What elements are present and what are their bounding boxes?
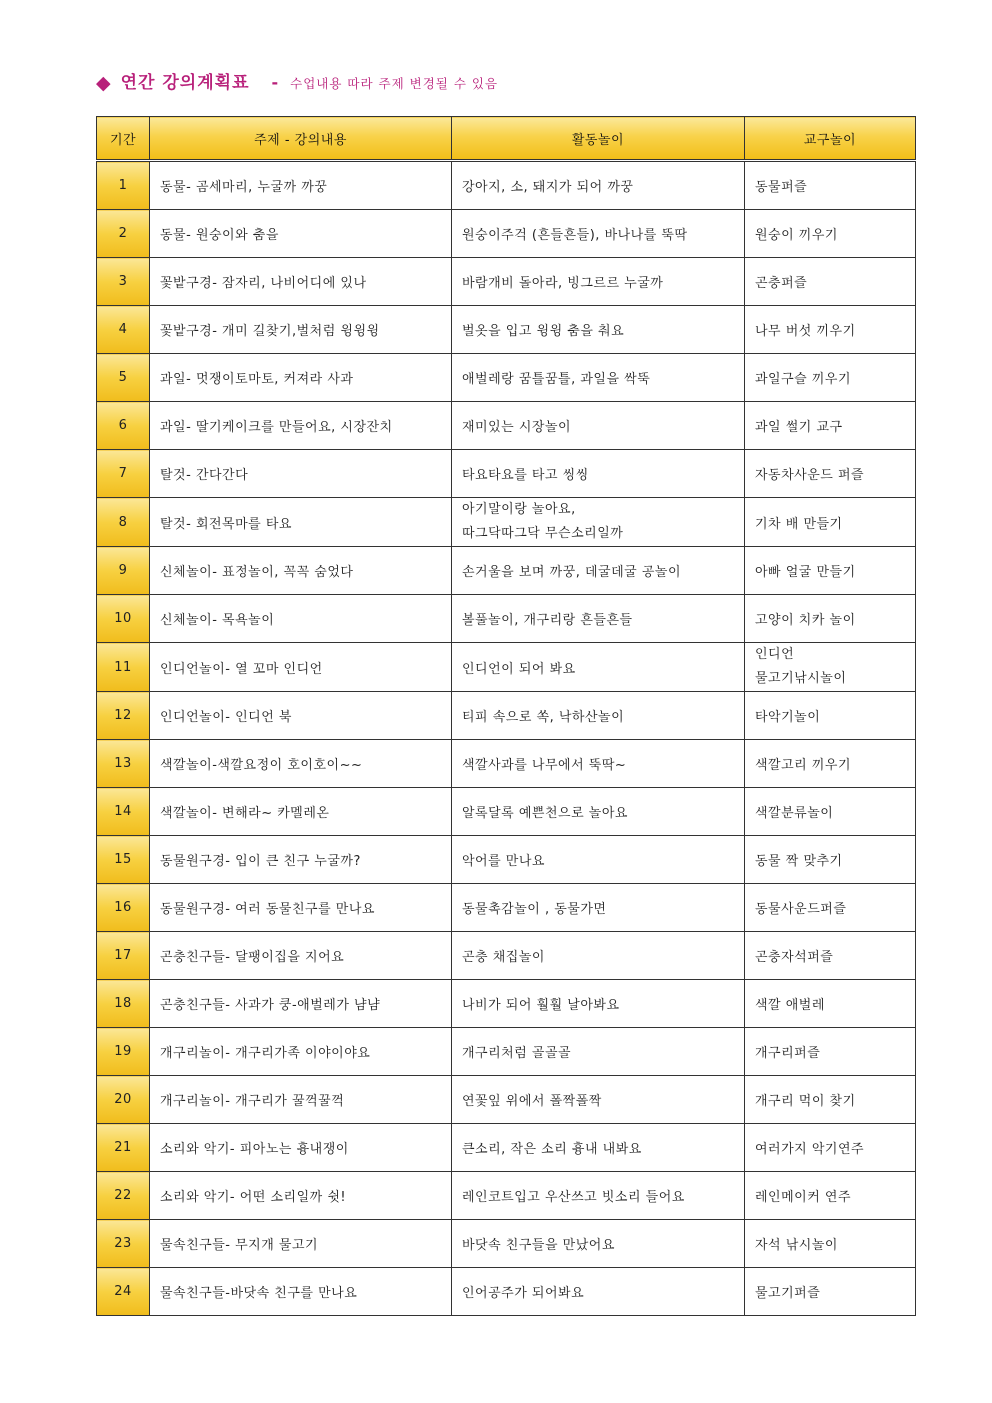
table-row	[97, 932, 916, 980]
activity-cell: 재미있는 시장놀이	[452, 402, 745, 450]
activity-cell: 타요타요를 타고 씽씽	[452, 450, 745, 498]
topic-cell: 과일- 멋쟁이토마토, 커져라 사과	[150, 354, 452, 402]
activity-cell: 악어를 만나요	[452, 836, 745, 884]
table-row	[97, 692, 916, 740]
tool-cell: 아빠 얼굴 만들기	[745, 547, 916, 595]
period-cell: 8	[97, 498, 150, 547]
period-cell: 4	[97, 306, 150, 354]
activity-cell-line: 따그닥따그닥 무슨소리일까	[462, 526, 624, 541]
topic-cell: 색깔놀이-색깔요정이 호이호이~~	[150, 740, 452, 788]
activity-cell: 인디언이 되어 봐요	[452, 643, 745, 692]
table-row	[97, 788, 916, 836]
tool-cell: 색깔분류놀이	[745, 788, 916, 836]
tool-cell: 물고기퍼즐	[745, 1268, 916, 1316]
tool-cell: 과일 썰기 교구	[745, 402, 916, 450]
period-cell: 24	[97, 1268, 150, 1316]
table-row	[97, 1124, 916, 1172]
column-header-period: 기간	[97, 117, 150, 161]
period-cell: 14	[97, 788, 150, 836]
activity-cell: 벌옷을 입고 윙윙 춤을 춰요	[452, 306, 745, 354]
table-row	[97, 402, 916, 450]
activity-cell	[452, 498, 745, 547]
topic-cell: 개구리놀이- 개구리가족 이야이야요	[150, 1028, 452, 1076]
tool-cell-line: 물고기낚시놀이	[755, 671, 847, 686]
topic-cell: 소리와 악기- 피아노는 흉내쟁이	[150, 1124, 452, 1172]
table-row	[97, 980, 916, 1028]
topic-cell: 동물원구경- 여러 동물친구를 만나요	[150, 884, 452, 932]
tool-cell: 과일구슬 끼우기	[745, 354, 916, 402]
activity-cell: 레인코트입고 우산쓰고 빗소리 들어요	[452, 1172, 745, 1220]
period-cell: 15	[97, 836, 150, 884]
table-row	[97, 836, 916, 884]
topic-cell: 곤충친구들- 사과가 쿵-애벌레가 냠냠	[150, 980, 452, 1028]
table-row	[97, 450, 916, 498]
topic-cell: 인디언놀이- 인디언 북	[150, 692, 452, 740]
period-cell: 20	[97, 1076, 150, 1124]
table-row	[97, 1220, 916, 1268]
period-cell: 2	[97, 210, 150, 258]
topic-cell: 동물원구경- 입이 큰 친구 누굴까?	[150, 836, 452, 884]
topic-cell: 소리와 악기- 어떤 소리일까 쉿!	[150, 1172, 452, 1220]
tool-cell-line: 인디언	[755, 647, 795, 662]
page-header	[96, 68, 498, 96]
topic-cell: 곤충친구들- 달팽이집을 지어요	[150, 932, 452, 980]
activity-cell: 애벌레랑 꿈틀꿈틀, 과일을 싹뚝	[452, 354, 745, 402]
period-cell: 23	[97, 1220, 150, 1268]
table-row	[97, 258, 916, 306]
column-header-activity: 활동놀이	[452, 117, 745, 161]
tool-cell: 자석 낚시놀이	[745, 1220, 916, 1268]
tool-cell: 곤충자석퍼즐	[745, 932, 916, 980]
tool-cell: 원숭이 끼우기	[745, 210, 916, 258]
table-row	[97, 1268, 916, 1316]
period-cell: 19	[97, 1028, 150, 1076]
activity-cell: 강아지, 소, 돼지가 되어 까꿍	[452, 161, 745, 210]
lecture-plan-table	[96, 116, 916, 1316]
tool-cell: 동물퍼즐	[745, 161, 916, 210]
tool-cell: 개구리 먹이 찾기	[745, 1076, 916, 1124]
table-row	[97, 161, 916, 210]
table-row	[97, 740, 916, 788]
period-cell: 17	[97, 932, 150, 980]
topic-cell: 신체놀이- 표정놀이, 꼭꼭 숨었다	[150, 547, 452, 595]
tool-cell: 타악기놀이	[745, 692, 916, 740]
table-body	[97, 161, 916, 1316]
tool-cell: 색깔 애벌레	[745, 980, 916, 1028]
column-header-tool: 교구놀이	[745, 117, 916, 161]
topic-cell: 색깔놀이- 변해라~ 카멜레온	[150, 788, 452, 836]
table-row	[97, 1172, 916, 1220]
topic-cell: 꽃밭구경- 잠자리, 나비어디에 있나	[150, 258, 452, 306]
topic-cell: 신체놀이- 목욕놀이	[150, 595, 452, 643]
tool-cell	[745, 643, 916, 692]
column-header-topic: 주제 - 강의내용	[150, 117, 452, 161]
tool-cell: 동물 짝 맞추기	[745, 836, 916, 884]
table-row	[97, 210, 916, 258]
topic-cell: 탈것- 회전목마를 타요	[150, 498, 452, 547]
tool-cell: 색깔고리 끼우기	[745, 740, 916, 788]
period-cell: 13	[97, 740, 150, 788]
topic-cell: 개구리놀이- 개구리가 꿀꺽꿀꺽	[150, 1076, 452, 1124]
activity-cell: 연꽃잎 위에서 폴짝폴짝	[452, 1076, 745, 1124]
activity-cell: 개구리처럼 골골골	[452, 1028, 745, 1076]
activity-cell: 곤충 채집놀이	[452, 932, 745, 980]
tool-cell: 자동차사운드 퍼즐	[745, 450, 916, 498]
tool-cell: 레인메이커 연주	[745, 1172, 916, 1220]
tool-cell: 동물사운드퍼즐	[745, 884, 916, 932]
tool-cell: 개구리퍼즐	[745, 1028, 916, 1076]
tool-cell: 고양이 치카 놀이	[745, 595, 916, 643]
topic-cell: 꽃밭구경- 개미 길찾기,벌처럼 윙윙윙	[150, 306, 452, 354]
period-cell: 5	[97, 354, 150, 402]
activity-cell: 동물촉감놀이 , 동물가면	[452, 884, 745, 932]
topic-cell: 동물- 원숭이와 춤을	[150, 210, 452, 258]
table-row	[97, 306, 916, 354]
table-row	[97, 354, 916, 402]
title-separator: -	[271, 73, 279, 92]
page-title: 연간 강의계획표	[120, 73, 250, 93]
activity-cell: 볼풀놀이, 개구리랑 흔들흔들	[452, 595, 745, 643]
topic-cell: 물속친구들-바닷속 친구를 만나요	[150, 1268, 452, 1316]
page-subtitle: 수업내용 따라 주제 변경될 수 있음	[290, 76, 499, 91]
period-cell: 21	[97, 1124, 150, 1172]
tool-cell: 곤충퍼즐	[745, 258, 916, 306]
period-cell: 1	[97, 161, 150, 210]
topic-cell: 동물- 곰세마리, 누굴까 까꿍	[150, 161, 452, 210]
activity-cell: 알록달록 예쁜천으로 놀아요	[452, 788, 745, 836]
period-cell: 10	[97, 595, 150, 643]
period-cell: 6	[97, 402, 150, 450]
period-cell: 16	[97, 884, 150, 932]
activity-cell: 색깔사과를 나무에서 뚝딱~	[452, 740, 745, 788]
activity-cell: 큰소리, 작은 소리 흉내 내봐요	[452, 1124, 745, 1172]
table-row	[97, 595, 916, 643]
period-cell: 11	[97, 643, 150, 692]
period-cell: 3	[97, 258, 150, 306]
table-row	[97, 498, 916, 547]
period-cell: 7	[97, 450, 150, 498]
topic-cell: 탈것- 간다간다	[150, 450, 452, 498]
table-header-row	[97, 117, 916, 161]
activity-cell: 바닷속 친구들을 만났어요	[452, 1220, 745, 1268]
activity-cell: 인어공주가 되어봐요	[452, 1268, 745, 1316]
activity-cell: 바람개비 돌아라, 빙그르르 누굴까	[452, 258, 745, 306]
tool-cell: 기차 배 만들기	[745, 498, 916, 547]
activity-cell: 나비가 되어 훨훨 날아봐요	[452, 980, 745, 1028]
period-cell: 18	[97, 980, 150, 1028]
activity-cell-line: 아기말이랑 놀아요,	[462, 502, 576, 517]
activity-cell: 손거울을 보며 까꿍, 데굴데굴 공놀이	[452, 547, 745, 595]
table-row	[97, 884, 916, 932]
table-row	[97, 1076, 916, 1124]
topic-cell: 물속친구들- 무지개 물고기	[150, 1220, 452, 1268]
period-cell: 9	[97, 547, 150, 595]
table-row	[97, 547, 916, 595]
table-row	[97, 643, 916, 692]
activity-cell: 티피 속으로 쏙, 낙하산놀이	[452, 692, 745, 740]
topic-cell: 과일- 딸기케이크를 만들어요, 시장잔치	[150, 402, 452, 450]
period-cell: 12	[97, 692, 150, 740]
tool-cell: 나무 버섯 끼우기	[745, 306, 916, 354]
tool-cell: 여러가지 악기연주	[745, 1124, 916, 1172]
table-row	[97, 1028, 916, 1076]
topic-cell: 인디언놀이- 열 꼬마 인디언	[150, 643, 452, 692]
activity-cell: 원숭이주걱 (흔들흔들), 바나나를 뚝딱	[452, 210, 745, 258]
period-cell: 22	[97, 1172, 150, 1220]
diamond-bullet-icon: ◆	[96, 72, 111, 94]
